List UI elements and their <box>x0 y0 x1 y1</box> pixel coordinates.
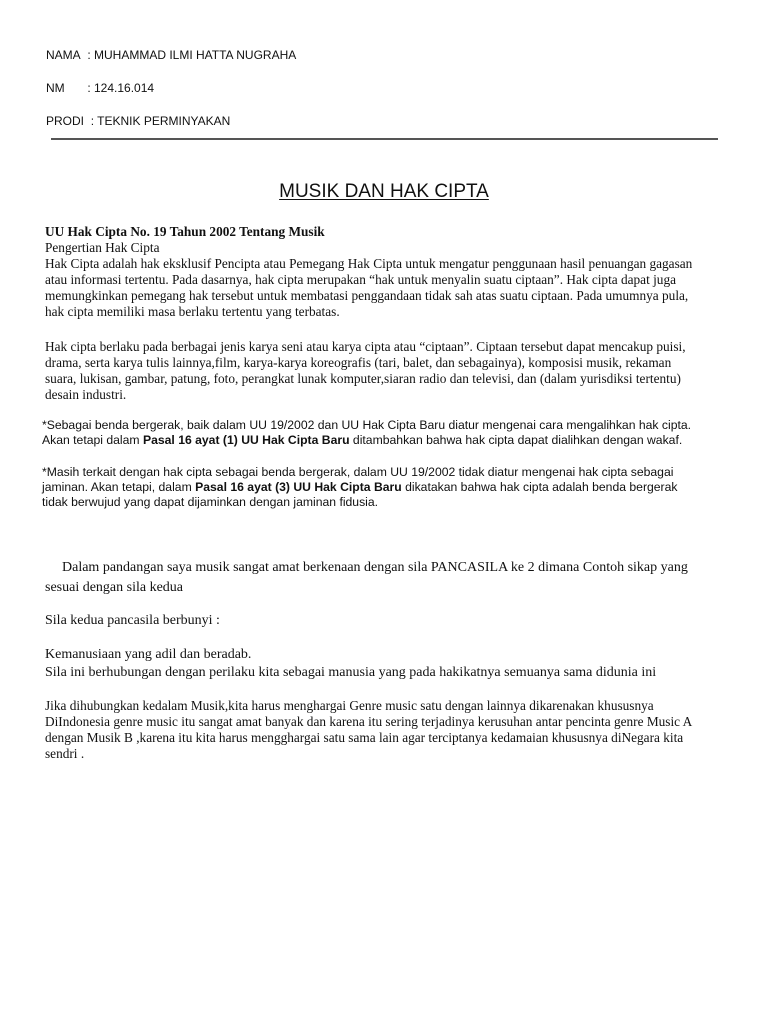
paragraph-line: drama, serta karya tulis lainnya,film, karya-karya koreografis (tari, balet, dan sebagainya), komposisi musik, rekaman <box>45 355 672 370</box>
opinion-sila-explanation: Sila ini berhubungan dengan perilaku kita sebagai manusia yang pada hakikatnya semuanya sama didunia ini <box>45 665 657 680</box>
paragraph-line: desain industri. <box>45 387 127 402</box>
opinion-sila-intro: Sila kedua pancasila berbunyi : <box>45 613 220 628</box>
note-line: *Sebagai benda bergerak, baik dalam UU 19/2002 dan UU Hak Cipta Baru diatur mengenai cara mengalihkan hak cipta. <box>42 418 692 432</box>
opinion-sila-text: Kemanusiaan yang adil dan beradab. <box>45 647 252 662</box>
paragraph-line: sendri . <box>45 746 85 761</box>
header-divider <box>51 138 718 140</box>
note-transfer <box>42 418 691 448</box>
paragraph-line: DiIndonesia genre music itu sangat amat banyak dan karena itu sering terjadinya kerusuhan antar pencinta genre Music A <box>45 714 693 729</box>
paragraph-line: hak cipta memiliki masa berlaku tertentu yang terbatas. <box>45 304 340 319</box>
note-text: jaminan. Akan tetapi, dalam <box>42 480 196 494</box>
note-line: tidak berwujud yang dapat dijaminkan dengan jaminan fidusia. <box>42 495 379 509</box>
paragraph-line: atau informasi tertentu. Pada dasarnya, hak cipta merupakan “hak untuk menyalin suatu ciptaan”. Hak cipta dapat juga <box>45 272 676 287</box>
page-title: MUSIK DAN HAK CIPTA <box>279 181 489 202</box>
paragraph-definition <box>45 256 725 320</box>
note-text: dikatakan bahwa hak cipta adalah benda bergerak <box>401 480 678 494</box>
header-nm <box>46 81 154 95</box>
paragraph-line: Jika dihubungkan kedalam Musik,kita harus menghargai Genre music satu dengan lainnya dikarenakan khususnya <box>45 698 654 713</box>
note-text: Akan tetapi dalam <box>42 433 143 447</box>
section-subheading: Pengertian Hak Cipta <box>45 240 160 255</box>
paragraph-line: dengan Musik B ,karena itu kita harus mengghargai satu sama lain agar terciptanya kedamaian khususnya diNegara kita <box>45 730 684 745</box>
nm-label: NM <box>46 81 65 95</box>
paragraph-line: Hak cipta berlaku pada berbagai jenis karya seni atau karya cipta atau “ciptaan”. Ciptaan tersebut dapat mencakup puisi, <box>45 339 686 354</box>
header-prodi <box>46 114 230 128</box>
nama-label: NAMA <box>46 48 81 62</box>
header-nama <box>46 48 296 62</box>
opinion-line: Dalam pandangan saya musik sangat amat berkenaan dengan sila PANCASILA ke 2 dimana Contoh sikap yang <box>62 560 688 575</box>
paragraph-scope <box>45 339 725 403</box>
nama-value: : MUHAMMAD ILMI HATTA NUGRAHA <box>87 48 297 62</box>
note-collateral <box>42 465 678 510</box>
article-reference: Pasal 16 ayat (3) UU Hak Cipta Baru <box>195 480 402 494</box>
nm-value: : 124.16.014 <box>87 81 155 95</box>
opinion-music-paragraph <box>45 698 725 762</box>
note-line: *Masih terkait dengan hak cipta sebagai benda bergerak, dalam UU 19/2002 tidak diatur mengenai hak cipta sebagai <box>42 465 674 479</box>
opinion-line: sesuai dengan sila kedua <box>45 580 184 595</box>
note-line <box>42 433 691 448</box>
prodi-label: PRODI <box>46 114 85 128</box>
paragraph-line: suara, lukisan, gambar, patung, foto, perangkat lunak komputer,siaran radio dan televisi, dan (dalam yurisdiksi tertentu) <box>45 371 681 386</box>
section-heading: UU Hak Cipta No. 19 Tahun 2002 Tentang Musik <box>45 224 325 239</box>
article-reference: Pasal 16 ayat (1) UU Hak Cipta Baru <box>142 433 350 447</box>
paragraph-line: Hak Cipta adalah hak eksklusif Pencipta atau Pemegang Hak Cipta untuk mengatur penggunaan hasil penuangan gagasan <box>45 256 693 271</box>
note-text: ditambahkan bahwa hak cipta dapat dialihkan dengan wakaf. <box>349 433 683 447</box>
paragraph-line: memungkinkan pemegang hak tersebut untuk membatasi penggandaan tidak sah atas suatu ciptaan. Pada umumnya pula, <box>45 288 689 303</box>
prodi-value: : TEKNIK PERMINYAKAN <box>90 114 231 128</box>
note-line <box>42 480 678 495</box>
